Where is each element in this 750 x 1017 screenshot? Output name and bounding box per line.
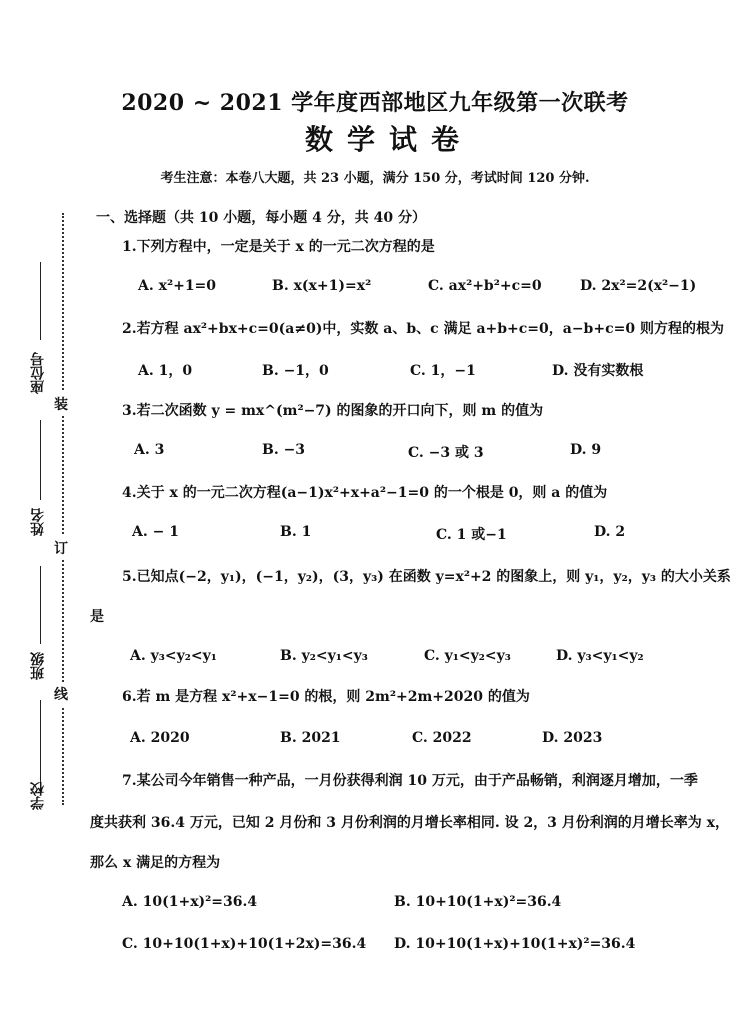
q5-option-b: B. y₂<y₁<y₃ (280, 648, 368, 664)
question-7-cont: 度共获利 36.4 万元，已知 2 月份和 3 月份利润的月增长率相同. 设 2，3 月份利润的月增长率为 x， (90, 815, 730, 831)
question-4: 4.关于 x 的一元二次方程(a−1)x²+x+a²−1=0 的一个根是 0，则 a 的值为 (122, 485, 608, 501)
q6-option-a: A. 2020 (130, 730, 190, 746)
q2-option-b: B. −1，0 (262, 363, 329, 379)
question-7-cont2: 那么 x 满足的方程为 (90, 855, 221, 871)
class-label: 班级 (30, 652, 46, 680)
seat-number-label: 座位号 (30, 352, 46, 394)
q1-option-b: B. x(x+1)=x² (272, 278, 372, 294)
binding-mark-ding: 订 (54, 536, 68, 560)
q1-option-a: A. x²+1=0 (138, 278, 217, 294)
binding-dotted-line (62, 213, 64, 805)
q7-option-b: B. 10+10(1+x)²=36.4 (394, 894, 562, 910)
q7-option-d: D. 10+10(1+x)+10(1+x)²=36.4 (394, 936, 636, 952)
q3-option-a: A. 3 (134, 442, 165, 458)
seat-number-blank (40, 262, 41, 340)
school-label: 学校 (30, 782, 46, 810)
q6-option-c: C. 2022 (412, 730, 472, 746)
q4-option-a: A. − 1 (132, 524, 179, 540)
question-2: 2.若方程 ax²+bx+c=0(a≠0)中，实数 a、b、c 满足 a+b+c=0，a−b+c=0 则方程的根为 (122, 321, 724, 337)
exam-notice: 考生注意：本卷八大题，共 23 小题，满分 150 分，考试时间 120 分钟. (160, 171, 590, 186)
q1-option-d: D. 2x²=2(x²−1) (580, 278, 697, 294)
q3-option-c: C. −3 或 3 (408, 445, 484, 461)
class-blank (40, 566, 41, 644)
q6-option-d: D. 2023 (542, 730, 603, 746)
q4-option-b: B. 1 (280, 524, 312, 540)
name-label: 姓名 (30, 508, 46, 536)
question-6: 6.若 m 是方程 x²+x−1=0 的根，则 2m²+2m+2020 的值为 (122, 689, 530, 705)
binding-mark-xian: 线 (54, 682, 68, 706)
q2-option-c: C. 1，−1 (410, 363, 476, 379)
q7-option-a: A. 10(1+x)²=36.4 (122, 894, 258, 910)
q3-option-b: B. −3 (262, 442, 306, 458)
q3-option-d: D. 9 (570, 442, 602, 458)
question-5: 5.已知点(−2，y₁)，(−1，y₂)，(3，y₃) 在函数 y=x²+2 的图象上，则 y₁，y₂，y₃ 的大小关系 (122, 569, 731, 585)
q2-option-a: A. 1，0 (138, 363, 193, 379)
q1-option-c: C. ax²+b²+c=0 (428, 278, 542, 294)
school-blank (40, 700, 41, 786)
q5-option-a: A. y₃<y₂<y₁ (130, 648, 217, 664)
section-title: 一、选择题（共 10 小题，每小题 4 分，共 40 分） (96, 210, 426, 226)
q7-option-c: C. 10+10(1+x)+10(1+2x)=36.4 (122, 936, 367, 952)
q5-option-c: C. y₁<y₂<y₃ (424, 648, 511, 664)
question-7: 7.某公司今年销售一种产品，一月份获得利润 10 万元，由于产品畅销，利润逐月增加，一季 (122, 773, 698, 789)
question-1: 1.下列方程中，一定是关于 x 的一元二次方程的是 (122, 239, 435, 255)
q6-option-b: B. 2021 (280, 730, 341, 746)
question-5-cont: 是 (90, 609, 104, 625)
exam-subtitle: 数学试卷 (304, 123, 473, 156)
exam-title: 2020 ~ 2021 学年度西部地区九年级第一次联考 (121, 90, 629, 116)
name-blank (40, 420, 41, 500)
q5-option-d: D. y₃<y₁<y₂ (556, 648, 644, 664)
binding-mark-zhuang: 装 (54, 392, 68, 416)
q4-option-d: D. 2 (594, 524, 626, 540)
q2-option-d: D. 没有实数根 (552, 363, 644, 379)
question-3: 3.若二次函数 y = mx^(m²−7) 的图象的开口向下，则 m 的值为 (122, 403, 544, 419)
q4-option-c: C. 1 或−1 (436, 527, 507, 543)
